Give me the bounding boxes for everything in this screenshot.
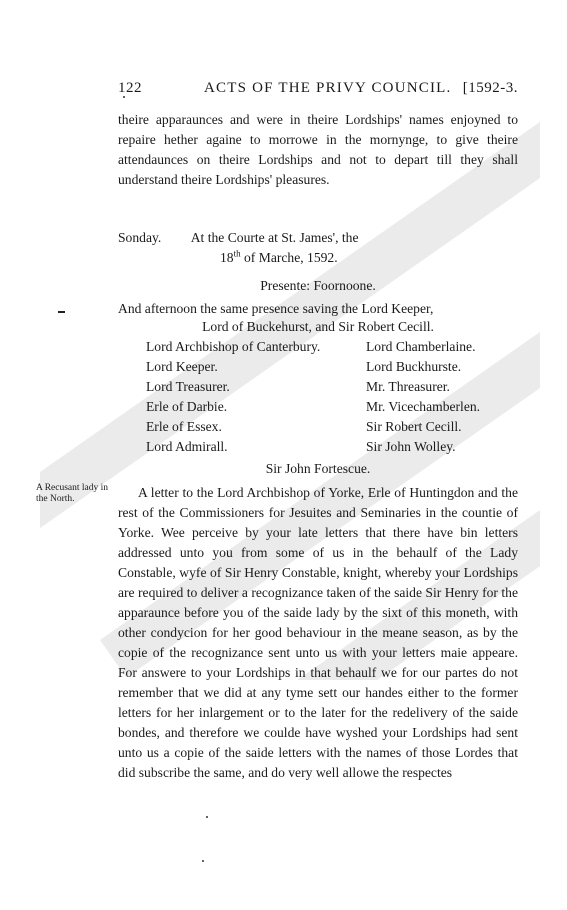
presente-line: Presente: Foornoone. <box>260 278 376 293</box>
attendees-list <box>146 337 486 457</box>
running-header <box>118 80 518 100</box>
session-date: 18th of Marche, 1592. <box>220 248 338 265</box>
attendee-row: Lord Archbishop of Canterbury. Lord Chamberlaine. <box>146 339 476 354</box>
page-number: 122 <box>118 80 142 96</box>
attendee-last: Sir John Fortescue. <box>265 461 371 476</box>
attendee-row: Lord Admirall. Sir John Wolley. <box>146 439 456 454</box>
afternoon-line-1: And afternoon the same presence saving the Lord Keeper, <box>118 301 434 316</box>
attendee-row: Lord Keeper. Lord Buckhurste. <box>146 359 462 374</box>
attendee-row: Lord Treasurer. Mr. Threasurer. <box>146 379 450 394</box>
attendee-row: Erle of Essex. Sir Robert Cecill. <box>146 419 462 434</box>
attendee-row: Erle of Darbie. Mr. Vicechamberlen. <box>146 399 481 414</box>
session-location: At the Courte at St. James', the <box>190 230 359 245</box>
speck <box>206 816 208 818</box>
year-range: [1592-3. <box>462 80 518 96</box>
afternoon-line-2: Lord of Buckehurst, and Sir Robert Cecill. <box>202 319 434 334</box>
session-heading <box>118 228 518 248</box>
margin-dash <box>58 311 65 313</box>
margin-note: A Recusant lady in the North. <box>36 483 109 504</box>
speck <box>202 860 204 862</box>
session-day-label: Sonday. <box>118 230 162 245</box>
running-title: ACTS OF THE PRIVY COUNCIL. <box>204 80 452 96</box>
speck <box>123 96 125 98</box>
letter-paragraph: A letter to the Lord Archbishop of Yorke, Erle of Huntingdon and the rest of the Commissioners for Jesuites and Seminaries in the countie of Yorke. Wee perceive by your late letters that there have bin letters addressed unto you from some of us in the behaulf of the Lady Constable, wyfe of Sir Henry Constable, knight, whereby your Lordships are required to deliver a recognizance taken of the saide Sir Henry for the apparaunce before you of the saide lady by the sixt of this moneth, with other condycion for her good behaviour in the meane season, as by the copie of the recognizance sent unto us with your letters maie appeare. For answere to your Lordships in that behaulf we for our partes do not remember that we did at any tyme sett our handes either to the former letters for her inlargement or to the later for the redelivery of the saide bondes, and therefore we coulde have wyshed your Lordships had sent unto us a copie of the saide letters with the names of those Lordes that did subscribe the same, and do very well allowe the respectes <box>118 485 518 780</box>
paragraph-top: theire apparaunces and were in theire Lordships' names enjoyned to repaire hether againe to morrowe in the mornynge, to give theire attendaunces on theire Lordships and not to depart till they shall understand theire Lordships' pleasures. <box>118 112 518 187</box>
